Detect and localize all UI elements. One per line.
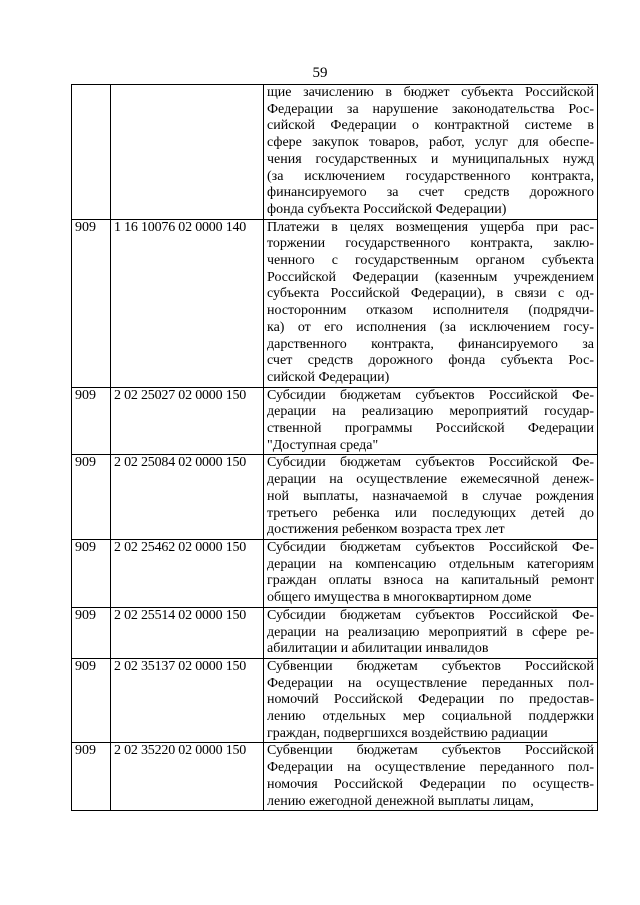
budget-classification-code-cell: 2 02 35137 02 0000 150 — [111, 658, 264, 743]
budget-classification-code-cell: 2 02 25027 02 0000 150 — [111, 387, 264, 455]
income-name-line: Субсидии бюджетам субъектов Российской Фе- — [267, 607, 594, 623]
income-name-line: лению отдельных мер социальной поддержки — [267, 709, 594, 725]
income-name-line: ка) от его исполнения (за исключением госу- — [267, 319, 594, 335]
income-name-line: дерации на компенсацию отдельным категориям — [267, 556, 594, 572]
income-name-line: дарственного контракта, финансируемого за — [267, 336, 594, 352]
income-name-line: общего имущества в многоквартирном доме — [267, 590, 532, 606]
income-name-line: торжении государственного контракта, заклю- — [267, 236, 594, 252]
income-name-line: сийской Федерации) — [267, 369, 390, 385]
income-name-line: Федерации на осуществление переданного пол- — [267, 760, 594, 776]
income-name-line: чения государственных и муниципальных нужд — [267, 151, 594, 167]
table-body — [72, 85, 598, 811]
income-name-line: граждан, подвергшихся воздействию радиации — [267, 725, 548, 741]
table-row — [72, 455, 598, 540]
income-name-line: "Доступная среда" — [267, 437, 379, 453]
income-name-line: Федерации за нарушение законодательства Рос- — [267, 101, 594, 117]
table-row — [72, 85, 598, 220]
administrator-code-cell: 909 — [72, 743, 111, 811]
table-row — [72, 743, 598, 811]
income-name-line: ственной программы Российской Федерации — [267, 421, 594, 437]
budget-codes-table — [71, 84, 598, 811]
income-name-line: субъекта Российской Федерации), в связи с од- — [267, 286, 594, 302]
budget-classification-code-cell: 2 02 35220 02 0000 150 — [111, 743, 264, 811]
administrator-code-cell — [72, 85, 111, 220]
income-name-line: дерации на реализацию мероприятий государ- — [267, 404, 594, 420]
income-name-cell — [264, 219, 598, 387]
income-name-line: Российской Федерации (казенным учреждением — [267, 269, 594, 285]
income-name-line: Субсидии бюджетам субъектов Российской Фе- — [267, 455, 594, 471]
income-name-line: Федерации на осуществление переданных пол- — [267, 675, 594, 691]
table-row — [72, 539, 598, 607]
income-name-line: сийской Федерации о контрактной системе в — [267, 118, 594, 134]
table-row — [72, 607, 598, 658]
income-name-line: Субсидии бюджетам субъектов Российской Фе- — [267, 387, 594, 403]
income-name-line: Субвенции бюджетам субъектов Российской — [267, 743, 594, 759]
income-name-line: Субвенции бюджетам субъектов Российской — [267, 658, 594, 674]
page-number: 59 — [312, 65, 328, 81]
income-name-line: дерации на реализацию мероприятий в сфере ре- — [267, 624, 594, 640]
administrator-code-cell: 909 — [72, 219, 111, 387]
income-name-line: (за исключением государственного контракта, — [267, 168, 594, 184]
income-name-line: дерации на осуществление ежемесячной денеж- — [267, 472, 594, 488]
income-name-line: носторонним отказом исполнителя (подрядчи- — [267, 303, 594, 319]
income-name-line: ченного с государственным органом субъекта — [267, 253, 594, 269]
income-name-cell — [264, 743, 598, 811]
budget-classification-code-cell: 1 16 10076 02 0000 140 — [111, 219, 264, 387]
income-name-cell — [264, 607, 598, 658]
income-name-cell — [264, 539, 598, 607]
table-row — [72, 219, 598, 387]
income-name-line: лению ежегодной денежной выплаты лицам, — [267, 793, 534, 809]
administrator-code-cell: 909 — [72, 607, 111, 658]
income-name-cell — [264, 658, 598, 743]
income-name-line: фонда субъекта Российской Федерации) — [267, 201, 507, 217]
income-name-line: абилитации и абилитации инвалидов — [267, 641, 489, 657]
income-name-line: третьего ребенка или последующих детей до — [267, 505, 594, 521]
administrator-code-cell: 909 — [72, 539, 111, 607]
income-name-line: номочия Российской Федерации по осуществ- — [267, 776, 594, 792]
income-name-line: Субсидии бюджетам субъектов Российской Фе- — [267, 539, 594, 555]
table-row — [72, 387, 598, 455]
income-name-line: счет средств дорожного фонда субъекта Рос- — [267, 353, 594, 369]
administrator-code-cell: 909 — [72, 658, 111, 743]
income-name-line: сфере закупок товаров, работ, услуг для обеспе- — [267, 135, 594, 151]
income-name-line: Платежи в целях возмещения ущерба при рас- — [267, 219, 594, 235]
budget-classification-code-cell: 2 02 25514 02 0000 150 — [111, 607, 264, 658]
budget-classification-code-cell: 2 02 25462 02 0000 150 — [111, 539, 264, 607]
table-row — [72, 658, 598, 743]
administrator-code-cell: 909 — [72, 455, 111, 540]
administrator-code-cell: 909 — [72, 387, 111, 455]
income-name-line: ной выплаты, назначаемой в случае рождения — [267, 488, 594, 504]
income-name-cell — [264, 387, 598, 455]
income-name-line: номочий Российской Федерации по предостав- — [267, 692, 594, 708]
income-name-line: достижения ребенком возраста трех лет — [267, 522, 505, 538]
income-name-line: финансируемого за счет средств дорожного — [267, 185, 594, 201]
budget-classification-code-cell: 2 02 25084 02 0000 150 — [111, 455, 264, 540]
budget-classification-code-cell — [111, 85, 264, 220]
income-name-cell — [264, 455, 598, 540]
income-name-line: щие зачислению в бюджет субъекта Российской — [267, 85, 594, 100]
income-name-line: граждан оплаты взноса на капитальный ремонт — [267, 573, 594, 589]
income-name-cell — [264, 85, 598, 220]
